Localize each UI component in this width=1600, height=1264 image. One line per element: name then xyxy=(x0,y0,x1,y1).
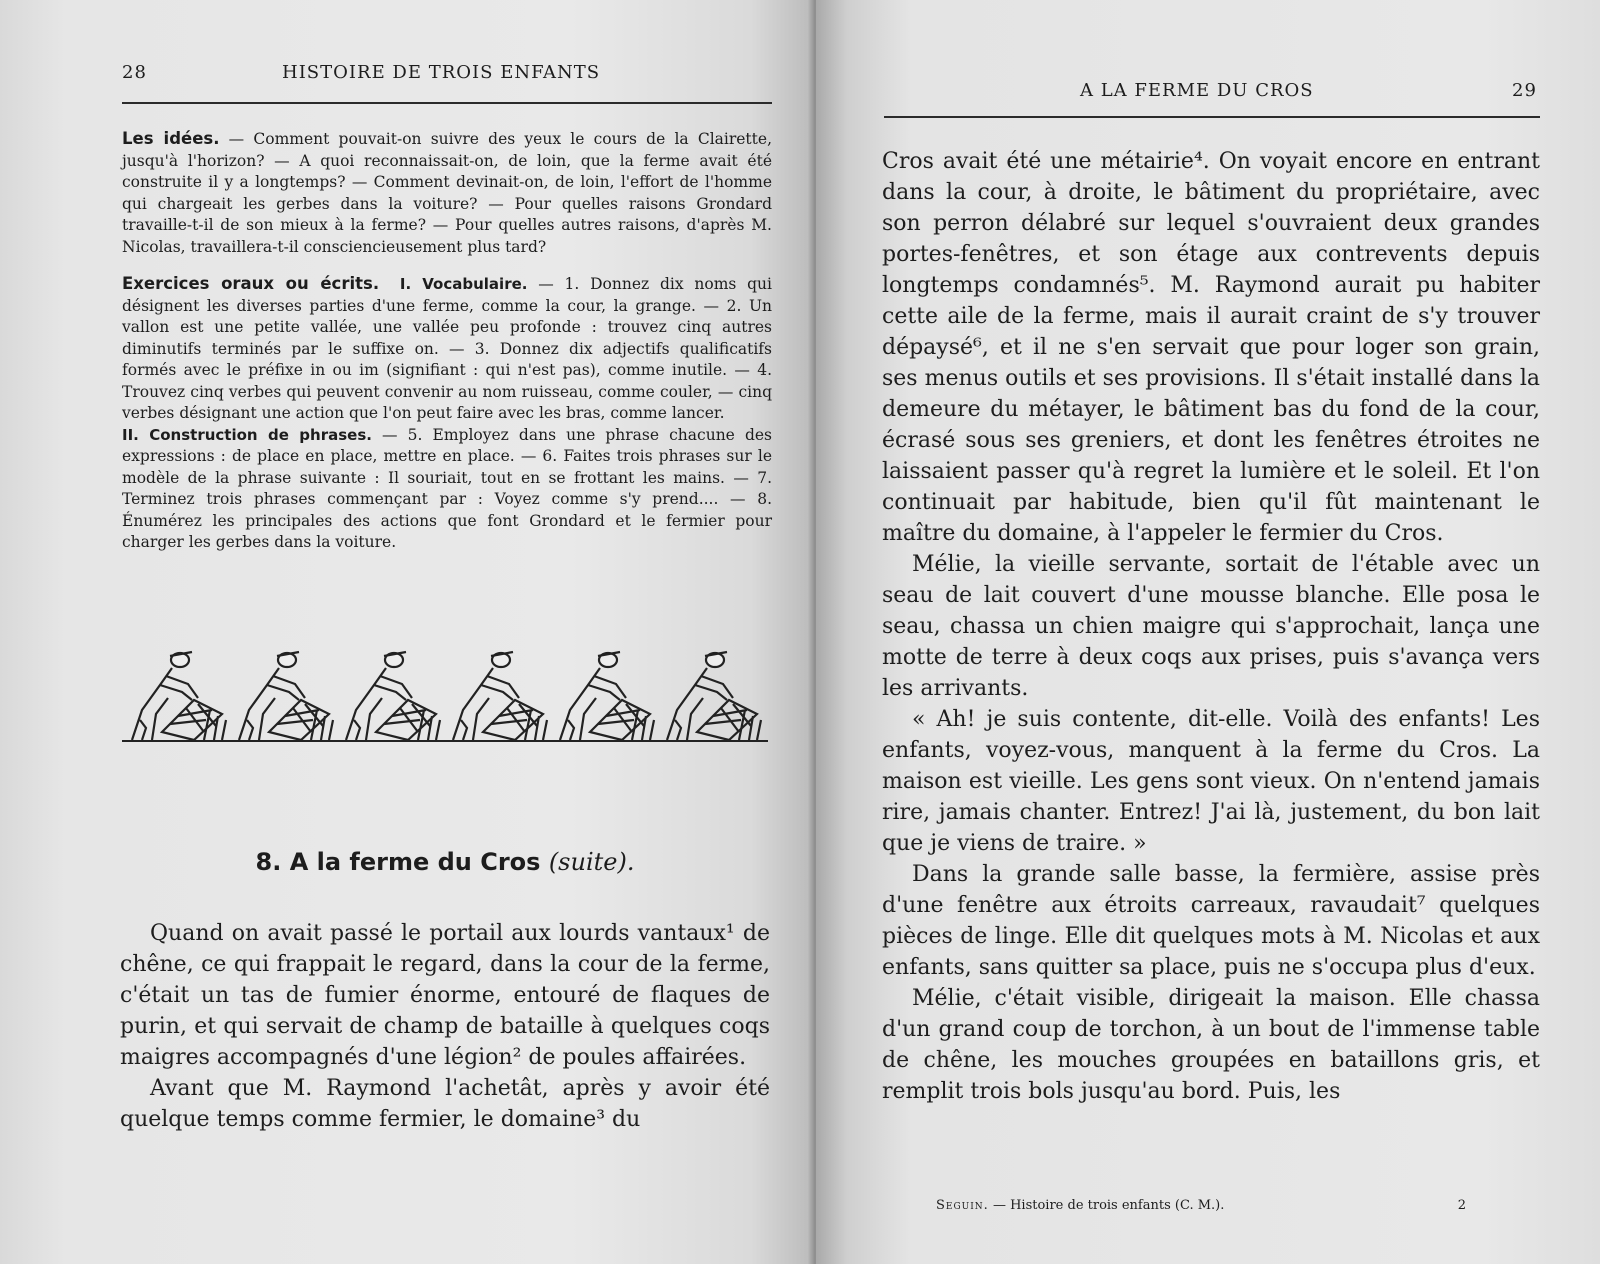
ideas-text: — Comment pouvait-on suivre des yeux le cours de la Clairette, jusqu'à l'horizon? — A quoi reconnaissait-on, de loin, que la ferme avait été construite il y a longtemps? — Comment devinait-on, de loin, l'effort de l'homme qui chargeait les gerbes dans la voiture? — Pour quelles raisons Grondard travaille-t-il de son mieux à la ferme? — Pour quelles autres raisons, d'après M. Nicolas, travaillera-t-il consciencieusement plus tard? xyxy=(122,130,772,256)
construction-text: — 5. Employez dans une phrase chacune des expressions : de place en place, mettre en place. — 6. Faites trois phrases sur le modèle de la phrase suivante : Il souriait, tout en se frottant les mains. — 7. Terminez trois phrases commençant par : Voyez comme s'y prend.... — 8. Énumérez les principales des actions que font Grondard et le fermier pour charger les gerbes dans la voiture. xyxy=(122,425,772,551)
running-head-left: HISTOIRE DE TROIS ENFANTS xyxy=(282,62,601,83)
right-paragraph-2: Mélie, la vieille servante, sortait de l'étable avec un seau de lait couvert d'une mousse blanche. Elle posa le seau, chassa un chien maigre qui s'approchait, lança une motte de terre à deux coqs aux prises, puis s'avança vers les arrivants. xyxy=(882,552,1540,701)
left-paragraph-2: Avant que M. Raymond l'achetât, après y avoir été quelque temps comme fermier, le domaine³ du xyxy=(120,1076,770,1132)
right-paragraph-1: Cros avait été une métairie⁴. On voyait encore en entrant dans la cour, à droite, le bâtiment du propriétaire, avec son perron délabré sur lequel s'ouvraient deux grandes portes-fenêtres, et son étage aux contrevents depuis longtemps condamnés⁵. M. Raymond aurait pu habiter cette aile de la ferme, mais il aurait craint de s'y trouver dépaysé⁶, et il ne s'en servait que pour loger son grain, ses menus outils et ses provisions. Il s'était installé dans la demeure du métayer, le bâtiment bas du fond de la cour, écrasé sous ses greniers, et dont les fenêtres étroites ne laissaient passer qu'à regret la lumière et le soleil. Et l'on continuait par habitude, bien qu'il fût maintenant le maître du domaine, à l'appeler le fermier du Cros. xyxy=(882,149,1540,546)
chapter-title: A la ferme du Cros xyxy=(289,848,541,876)
right-body-text xyxy=(882,146,1540,1107)
ideas-label: Les idées. xyxy=(122,129,220,148)
header-rule-left xyxy=(122,102,772,104)
ideas-paragraph xyxy=(122,128,772,258)
left-paragraph-1: Quand on avait passé le portail aux lourds vantaux¹ de chêne, ce qui frappait le regard, dans la cour de la ferme, c'était un tas de fumier énorme, entouré de flaques de purin, et qui servait de champ de bataille à quelques coqs maigres accompagnés d'une légion² de poules affairées. xyxy=(120,921,770,1070)
right-paragraph-5: Mélie, c'était visible, dirigeait la maison. Elle chassa d'un grand coup de torchon, à un bout de l'immense table de chêne, les mouches groupées en bataillons gris, et remplit trois bols jusqu'au bord. Puis, les xyxy=(882,986,1540,1104)
page-number-left: 28 xyxy=(122,62,147,83)
chapter-number: 8. xyxy=(255,848,282,876)
vocabulary-label: I. Vocabulaire. xyxy=(399,275,528,293)
harvester-illustration xyxy=(122,640,768,756)
right-page xyxy=(816,0,1600,1264)
header-rule-right xyxy=(884,116,1540,118)
construction-label: II. Construction de phrases. xyxy=(122,425,372,444)
footer-text: — Histoire de trois enfants (C. M.). xyxy=(988,1198,1225,1213)
running-head-right: A LA FERME DU CROS xyxy=(1080,80,1314,101)
construction-paragraph xyxy=(122,425,772,554)
exercises-paragraph xyxy=(122,273,772,425)
exercises-label: Exercices oraux ou écrits. xyxy=(122,274,380,293)
page-number-right: 29 xyxy=(1512,80,1537,101)
chapter-heading xyxy=(122,848,768,876)
left-body-text xyxy=(120,918,770,1135)
questions-block xyxy=(122,128,772,554)
vocabulary-text: — 1. Donnez dix noms qui désignent les diverses parties d'une ferme, comme la cour, la grange. — 2. Un vallon est une petite vallée, une vallée peu profonde : trouvez cinq autres diminutifs terminés par le suffixe on. — 3. Donnez dix adjectifs qualificatifs formés avec le préfixe in ou im (signifiant : qui n'est pas), comme inutile. — 4. Trouvez cinq verbes qui peuvent convenir au nom ruisseau, comme couler, — cinq verbes désignant une action que l'on peut faire avec les bras, comme lancer. xyxy=(122,275,772,422)
footer-author: Seguin. xyxy=(936,1198,989,1213)
page-footer xyxy=(936,1198,1496,1213)
footer-signature: 2 xyxy=(1457,1198,1466,1213)
right-paragraph-3: « Ah! je suis contente, dit-elle. Voilà des enfants! Les enfants, voyez-vous, manquent à la ferme du Cros. La maison est vieille. Les gens sont vieux. On n'entend jamais rire, jamais chanter. Entrez! J'ai là, justement, du bon lait que je viens de traire. » xyxy=(882,707,1540,856)
chapter-suffix: (suite). xyxy=(548,848,635,876)
right-paragraph-4: Dans la grande salle basse, la fermière, assise près d'une fenêtre aux étroits carreaux, ravaudait⁷ quelques pièces de linge. Elle dit quelques mots à M. Nicolas et aux enfants, sans quitter sa place, puis ne s'occupa plus d'eux. xyxy=(882,862,1540,980)
